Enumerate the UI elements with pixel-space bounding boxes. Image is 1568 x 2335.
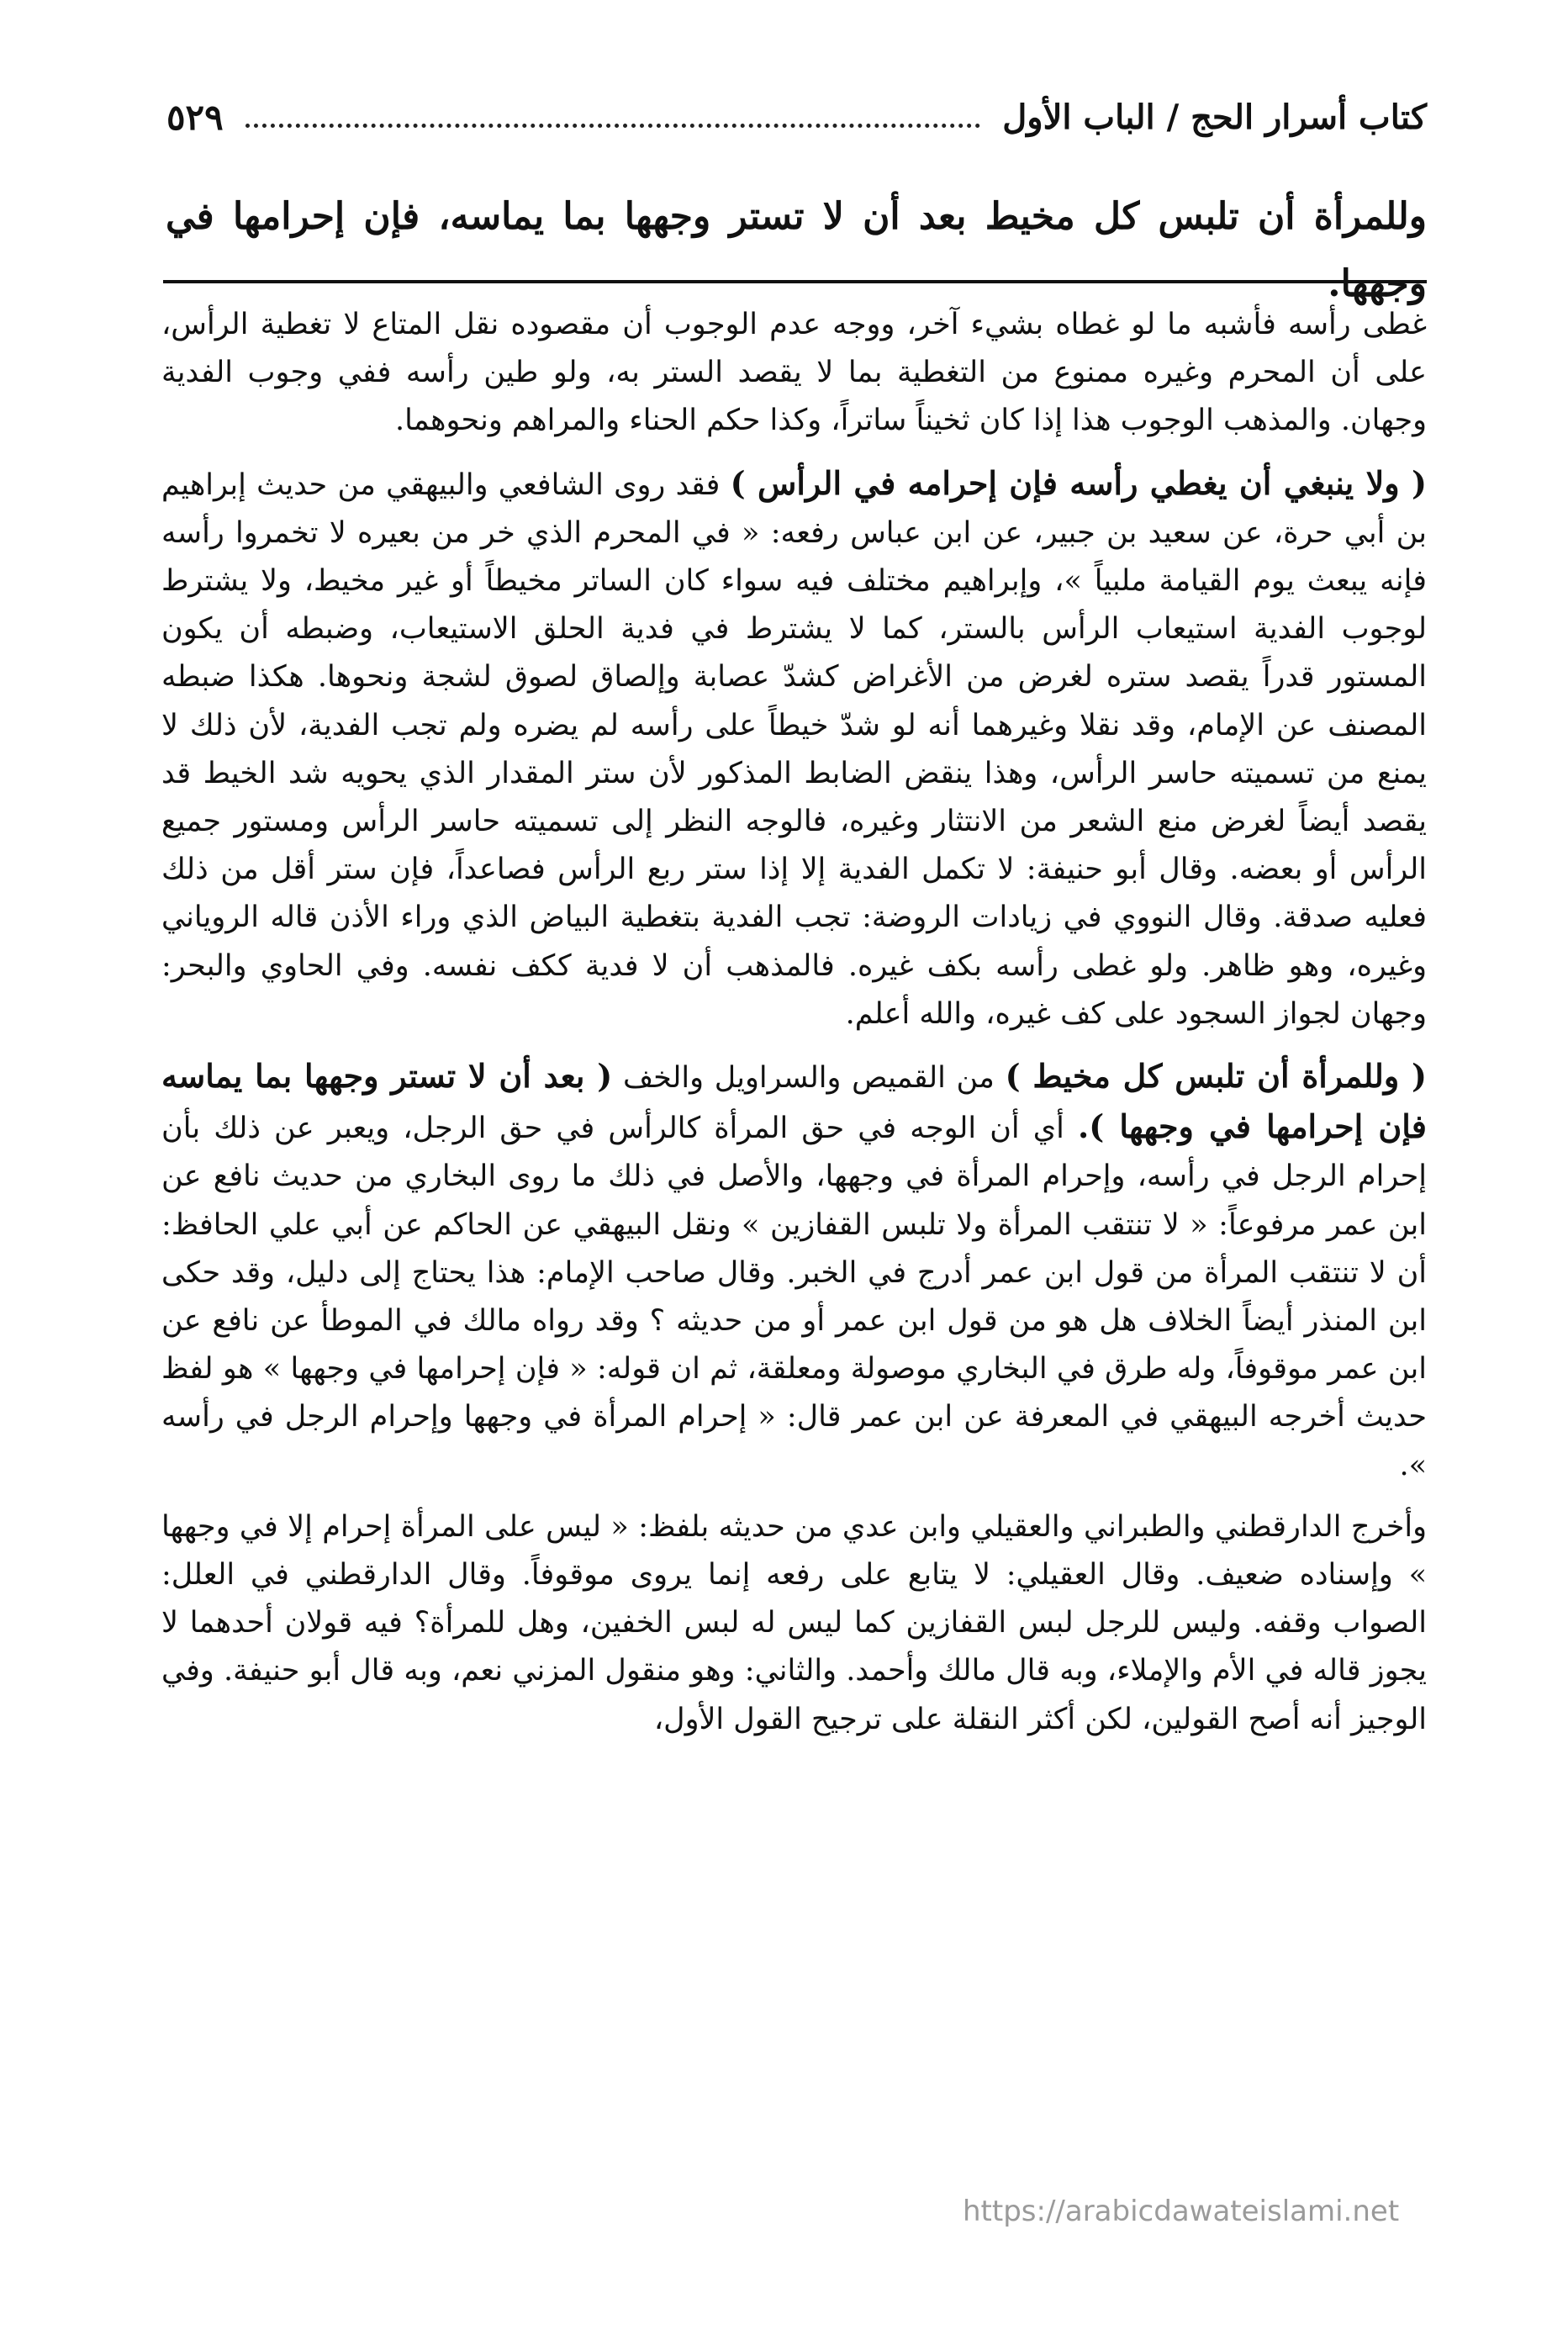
commentary-paragraph-1: غطى رأسه فأشبه ما لو غطاه بشيء آخر، ووجه عدم الوجوب أن مقصوده نقل المتاع لا تغطية الرأس، على أن المحرم وغيره ممنوع من التغطية بما لا يقصد الستر به، ولو طين رأسه ففي وجوب الفدية وجهان. والمذهب الوجوب هذا إذا كان ثخيناً ساتراً، وكذا حكم الحناء والمراهم ونحوهما.: [161, 308, 1427, 438]
quoted-matn-3b: ( بعد أن لا تستر وجهها بما يماسه فإن إحرامها في وجهها ).: [161, 1057, 1427, 1146]
commentary: [161, 301, 1427, 1744]
commentary-text-3b: أي أن الوجه في حق المرأة كالرأس في حق الرجل، ويعبر عن ذلك بأن إحرام الرجل في رأسه، وإحرام المرأة في وجهها، والأصل في ذلك ما روى البخاري من حديث نافع عن ابن عمر مرفوعاً: « لا تنتقب المرأة ولا تلبس القفازين » ونقل البيهقي عن الحاكم عن أبي علي الحافظ: أن لا تنتقب المرأة من قول ابن عمر أدرج في الخبر. وقال صاحب الإمام: هذا يحتاج إلى دليل، وقد حكى ابن المنذر أيضاً الخلاف هل هو من قول ابن عمر أو من حديثه ؟ وقد رواه مالك في الموطأ عن نافع عن ابن عمر موقوفاً، وله طرق في البخاري موصولة ومعلقة، ثم ان قوله: « فإن إحرامها في وجهها » هو لفظ حديث أخرجه البيهقي في المعرفة عن ابن عمر قال: « إحرام المرأة في وجهها وإحرام الرجل في رأسه ».: [161, 1112, 1427, 1482]
commentary-paragraph-3: [161, 1052, 1427, 1490]
separator-rule: [163, 280, 1427, 283]
page-number: ٥٢٩: [166, 96, 224, 138]
quoted-matn-3a: ( وللمرأة أن تلبس كل مخيط ): [1005, 1057, 1427, 1096]
commentary-text-2: فقد روى الشافعي والبيهقي من حديث إبراهيم بن أبي حرة، عن سعيد بن جبير، عن ابن عباس رفعه: « في المحرم الذي خر من بعيره لا تخمروا رأسه فإنه يبعث يوم القيامة ملبياً »، وإبراهيم مختلف فيه سواء كان الساتر مخيطاً أو غير مخيط، ولا يشترط لوجوب الفدية استيعاب الرأس بالستر، كما لا يشترط في فدية الحلق الاستيعاب، وضبطه أن يكون المستور قدراً يقصد ستره لغرض من الأغراض كشدّ عصابة وإلصاق لصوق لشجة ونحوها. هكذا ضبطه المصنف عن الإمام، وقد نقلا وغيرهما أنه لو شدّ خيطاً على رأسه لم يضره ولم تجب الفدية، لأن ذلك لا يمنع من تسميته حاسر الرأس، وهذا ينقض الضابط المذكور لأن ستر المقدار الذي يحويه شد الخيط قد يقصد أيضاً لغرض منع الشعر من الانتثار وغيره، فالوجه النظر إلى تسميته حاسر الرأس ومستور جميع الرأس أو بعضه. وقال أبو حنيفة: لا تكمل الفدية إلا إذا ستر ربع الرأس فصاعداً، فإن ستر أقل من ذلك فعليه صدقة. وقال النووي في زيادات الروضة: تجب الفدية بتغطية البياض الذي وراء الأذن قاله الروياني وغيره، وهو ظاهر. ولو غطى رأسه بكف غيره. فالمذهب أن لا فدية ككف نفسه. وفي الحاوي والبحر: وجهان لجواز السجود على كف غيره، والله أعلم.: [161, 468, 1427, 1031]
running-title: كتاب أسرار الحج / الباب الأول: [1002, 97, 1427, 137]
page-header: [166, 87, 1427, 146]
main-text: وللمرأة أن تلبس كل مخيط بعد أن لا تستر وجهها بما يماسه، فإن إحرامها في وجهها.: [166, 195, 1427, 305]
watermark-url: https://arabicdawateislami.net: [963, 2195, 1400, 2228]
commentary-paragraph-2: [161, 459, 1427, 1038]
quoted-matn-2: ( ولا ينبغي أن يغطي رأسه فإن إحرامه في الرأس ): [730, 463, 1427, 502]
leader-dots: [245, 124, 981, 128]
commentary-paragraph-4: وأخرج الدارقطني والطبراني والعقيلي وابن عدي من حديثه بلفظ: « ليس على المرأة إحرام إلا في وجهها » وإسناده ضعيف. وقال العقيلي: لا يتابع على رفعه إنما يروى موقوفاً. وقال الدارقطني في العلل: الصواب وقفه. وليس للرجل لبس القفازين كما ليس له لبس الخفين، وهل للمرأة؟ فيه قولان أحدهما لا يجوز قاله في الأم والإملاء، وبه قال مالك وأحمد. والثاني: وهو منقول المزني نعم، وبه قال أبو حنيفة. وفي الوجيز أنه أصح القولين، لكن أكثر النقلة على ترجيح القول الأول،: [161, 1509, 1427, 1736]
commentary-text-3a: من القميص والسراويل والخف: [622, 1061, 995, 1096]
